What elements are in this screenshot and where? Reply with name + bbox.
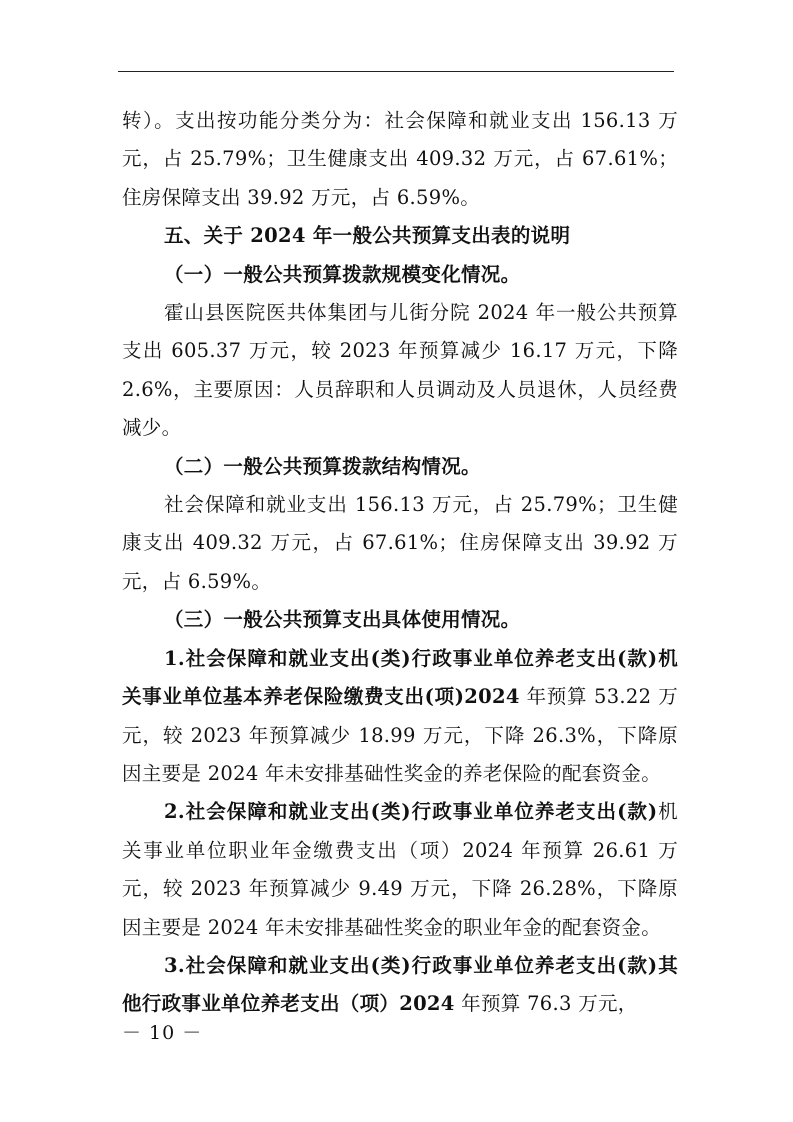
paragraph-continuation: 转）。支出按功能分类分为：社会保障和就业支出 156.13 万元，占 25.79%；卫生健康支出 409.32 万元，占 67.61%；住房保障支出 39.92 万元，占 6.59%。 [122, 109, 678, 209]
subheading-3: （三）一般公共预算支出具体使用情况。 [164, 608, 521, 632]
paragraph-scale-change: 霍山县医院医共体集团与儿街分院 2024 年一般公共预算支出 605.37 万元，较 2023 年预算减少 16.17 万元，下降 2.6%，主要原因：人员辞职和人员调动及人员退休，人员经费减少。 [122, 301, 678, 440]
item-3-title: 3.社会保障和就业支出(类)行政事业单位养老支出(款)其他行政事业单位养老支出（项）2024 [122, 953, 678, 1016]
header-rule [118, 71, 674, 72]
item-2-text: 机关事业单位职业年金缴费支出（项）2024 年预算 26.61 万元，较 2023 年预算减少 9.49 万元，下降 26.28%，下降原因主要是 2024 年未安排基础性奖金的职业年金的配套资金。 [122, 800, 678, 939]
item-1-text: 年预算 53.22 万元，较 2023 年预算减少 18.99 万元，下降 26.3%，下降原因主要是 2024 年未安排基础性奖金的养老保险的配套资金。 [122, 685, 678, 785]
item-2 [122, 793, 678, 947]
subheading-2: （二）一般公共预算拨款结构情况。 [164, 454, 481, 478]
item-1-title: 1.社会保障和就业支出(类)行政事业单位养老支出(款)机关事业单位基本养老保险缴费支出(项)2024 [122, 646, 678, 709]
document-body [122, 102, 678, 1024]
item-2-title: 2.社会保障和就业支出(类)行政事业单位养老支出(款) [164, 800, 658, 824]
item-3 [122, 947, 678, 1024]
page-number: － 10 － [122, 1022, 203, 1044]
item-1 [122, 640, 678, 794]
paragraph-structure: 社会保障和就业支出 156.13 万元，占 25.79%；卫生健康支出 409.32 万元，占 67.61%；住房保障支出 39.92 万元，占 6.59%。 [122, 493, 678, 593]
section-heading-5: 五、关于 2024 年一般公共预算支出表的说明 [164, 224, 571, 248]
subheading-1: （一）一般公共预算拨款规模变化情况。 [164, 262, 521, 286]
item-3-text: 年预算 76.3 万元， [454, 992, 638, 1016]
